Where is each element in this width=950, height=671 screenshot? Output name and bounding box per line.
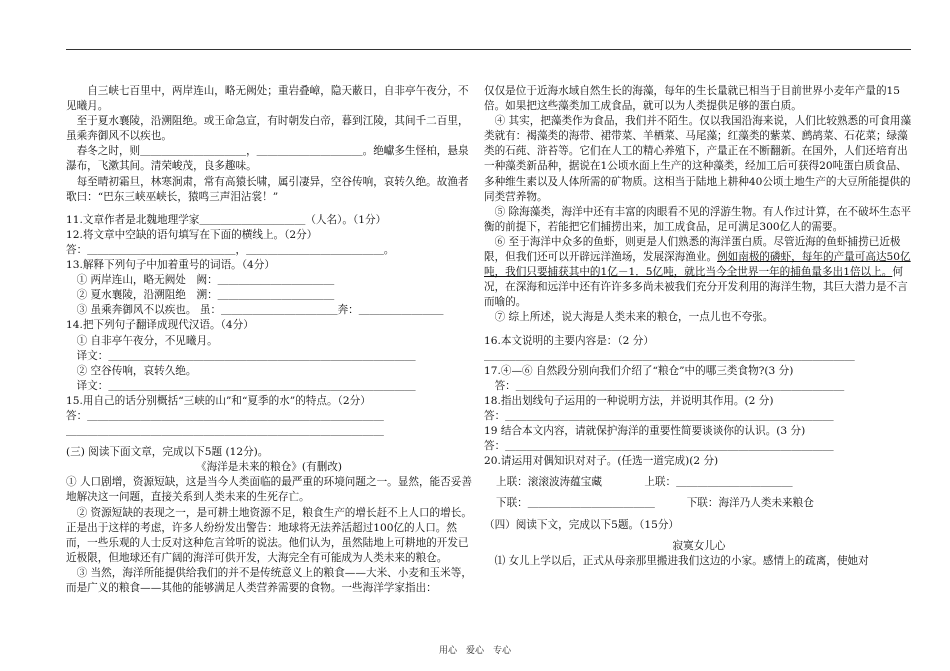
reading-paragraph-6-start: ⑥ 至于海洋中众多的鱼虾，则更是人们熟悉的海洋蛋白质。尽管近海的鱼虾捕捞已近极限，但我们还可以开辟远洋渔场，发展深海渔业。 — [484, 235, 901, 264]
spacer — [484, 326, 914, 334]
passage-paragraph-2: 至于夏水襄陵，沿溯阻绝。或王命急宣，有时朝发白帝，暮到江陵，其间千二百里，虽乘奔御风不以疾也。 — [66, 115, 469, 143]
reading-paragraph-7: ⑦ 综上所述，说大海是人类未来的粮仓，一点儿也不夸张。 — [494, 311, 774, 324]
question-14-item-2: ② 空谷传响，哀转久绝。 — [76, 364, 197, 377]
question-15-answer-line-2: ＿＿＿＿＿＿＿＿＿＿＿＿＿＿＿＿＿＿＿＿＿＿＿＿＿＿＿＿＿＿ — [66, 425, 384, 438]
reading-paragraph-6-end: 何况，在深海和远洋中还有许许多多尚未被我们充分开发利用的海洋生物，其巨大潜力是不言而喻的。 — [484, 266, 908, 309]
couplet-separator — [655, 496, 687, 511]
question-17: 17.④—⑥ 自然段分别向我们介绍了“粮仓”中的哪三类食物?(3 分) — [484, 364, 794, 377]
question-17-answer: 答：＿＿＿＿＿＿＿＿＿＿＿＿＿＿＿＿＿＿＿＿＿＿＿＿＿＿＿＿＿＿＿ — [494, 379, 845, 392]
question-13-item-3: ③ 虽乘奔御风不以疾也。 虽：＿＿＿＿＿＿＿＿＿＿＿奔：＿＿＿＿＿＿＿＿ — [76, 304, 444, 317]
reading-paragraph-5: ⑤ 除海藻类，海洋中还有丰富的肉眼看不见的浮游生物。有人作过计算，在不破坏生态平衡的前提下，若能把它们捕捞出来，加工成食品，足可满足300亿人的需要。 — [484, 205, 912, 233]
section-3-title: 《海洋是未来的粮仓》(有删改) — [196, 461, 342, 474]
left-column — [66, 84, 472, 596]
right-column — [484, 84, 914, 569]
underlined-sentence: 例如南极的磷虾，每年的产量可高达50亿吨，我们只要捕获其中的1亿－1．5亿吨，就比当今全世界一年的捕鱼量多出1倍以上。 — [484, 251, 911, 279]
couplet-1-first-line: 上联：滚滚波涛蕴宝藏 — [496, 476, 602, 489]
question-13: 13.解释下列句子中加着重号的词语。（4分） — [66, 259, 275, 272]
question-13-item-1: ① 两岸连山，略无阙处 阙：＿＿＿＿＿＿＿＿＿＿＿ — [76, 274, 335, 287]
section-4-title: 寂寞女儿心 — [672, 539, 726, 552]
couplet-separator — [602, 475, 644, 490]
question-12-answer: 答：＿＿＿＿＿＿＿＿＿＿＿＿＿＿，＿＿＿＿＿＿＿＿＿＿＿＿＿。 — [66, 243, 395, 256]
couplet-2-second-line: 下联：海洋乃人类未来粮仓 — [686, 497, 814, 510]
section-3-heading: (三) 阅读下面文章，完成以下5题 (12分)。 — [66, 446, 269, 459]
question-18-answer: 答：＿＿＿＿＿＿＿＿＿＿＿＿＿＿＿＿＿＿＿＿＿＿＿＿＿＿＿＿＿＿＿ — [484, 409, 834, 422]
couplet-1-second-line: 下联：＿＿＿＿＿＿＿＿＿＿＿＿ — [496, 497, 655, 510]
passage-paragraph-4: 每至晴初霜旦，林寒涧肃，常有高猿长啸，属引凄异，空谷传响，哀转久绝。故渔者歌曰：“巴东三峡巫峡长，猿鸣三声泪沾裳！” — [66, 175, 469, 203]
question-15-answer-line-1: 答：＿＿＿＿＿＿＿＿＿＿＿＿＿＿＿＿＿＿＿＿＿＿＿＿＿＿＿＿ — [66, 409, 384, 422]
question-16-answer: ＿＿＿＿＿＿＿＿＿＿＿＿＿＿＿＿＿＿＿＿＿＿＿＿＿＿＿＿＿＿＿＿＿＿＿ — [484, 349, 855, 362]
reading-paragraph-6 — [484, 235, 914, 310]
question-14-item-1-answer: 译文：＿＿＿＿＿＿＿＿＿＿＿＿＿＿＿＿＿＿＿＿＿＿＿＿＿＿＿＿＿ — [76, 349, 416, 362]
reading-paragraph-2: ② 资源短缺的表现之一，是可耕土地资源不足，粮食生产的增长赶不上人口的增长。正是出于这样的考虑，许多人纷纷发出警告：地球将无法养活超过100亿的人口。然而，一些乐观的人士反对这种危言耸听的说法。他们认为，虽然陆地上可耕地的开发已近极限，但地球还有广阔的海洋可供开发，大海完全有可能成为人类未来的粮仓。 — [66, 506, 472, 564]
page-footer: 用心 爱心 专心 — [438, 646, 511, 656]
question-16: 16.本文说明的主要内容是：（2 分） — [484, 334, 654, 347]
couplet-row-1 — [484, 475, 914, 490]
question-14-item-2-answer: 译文：＿＿＿＿＿＿＿＿＿＿＿＿＿＿＿＿＿＿＿＿＿＿＿＿＿＿＿＿＿ — [76, 379, 416, 392]
couplet-row-2 — [484, 496, 914, 511]
header-rule — [66, 49, 911, 50]
section-4-heading: （四）阅读下文，完成以下5题。（15分） — [484, 518, 680, 531]
question-14: 14.把下列句子翻译成现代汉语。（4分） — [66, 319, 254, 332]
question-19-answer: 答：＿＿＿＿＿＿＿＿＿＿＿＿＿＿＿＿＿＿＿＿＿＿＿＿＿＿＿＿＿＿＿ — [484, 440, 834, 453]
couplet-2-first-line: 上联：＿＿＿＿＿＿＿＿＿＿＿ — [644, 476, 793, 489]
reading-paragraph-1: ① 人口剧增，资源短缺，这是当今人类面临的最严重的环境问题之一。显然，能否妥善地解决这一问题，直接关系到人类未来的生死存亡。 — [66, 476, 472, 504]
reading-paragraph-4: ④ 其实，把藻类作为食品，我们并不陌生。仅以我国沿海来说，人们比较熟悉的可食用藻类就有：褐藻类的海带、裙带菜、羊栖菜、马尾藻；红藻类的紫菜、鹧鸪菜、石花菜；绿藻类的石莼、浒苔等。它们在人工的精心养殖下，产量正在不断翻新。在国外，人们还培育出一种藻类新品种，据说在1公顷水面上生产的这种藻类，经加工后可获得20吨蛋白质食品、多种维生素以及人体所需的矿物质。这相当于陆地上耕种40公顷土地生产的大豆所能提供的同类营养物。 — [484, 115, 912, 203]
question-14-item-1: ① 自非亭午夜分，不见曦月。 — [76, 334, 218, 347]
section-4-paragraph-1: ⑴ 女儿上学以后，正式从母亲那里搬进我们这边的小家。感情上的疏离，使她对 — [494, 554, 869, 567]
question-12: 12.将文章中空缺的语句填写在下面的横线上。（2分） — [66, 228, 318, 241]
spacer — [66, 205, 472, 213]
question-13-item-2: ② 夏水襄陵，沿溯阻绝 溯：＿＿＿＿＿＿＿＿＿＿＿ — [76, 289, 335, 302]
passage-paragraph-1: 自三峡七百里中，两岸连山，略无阙处；重岩叠嶂，隐天蔽日，自非亭午夜分，不见曦月。 — [66, 85, 469, 113]
reading-paragraph-3: ③ 当然，海洋所能提供给我们的并不是传统意义上的粮食——大米、小麦和玉米等，而是广义的粮食——其他的能够满足人类营养需要的食物。一些海洋学家指出： — [66, 566, 472, 594]
question-11: 11.文章作者是北魏地理学家＿＿＿＿＿＿＿＿＿＿（人名）。（1分） — [66, 213, 387, 226]
passage-paragraph-3: 春冬之时，则＿＿＿＿＿＿＿＿＿＿，＿＿＿＿＿＿＿＿＿＿。绝巘多生怪柏，悬泉瀑布，飞漱其间。清荣峻茂，良多趣味。 — [66, 145, 469, 173]
question-19: 19 结合本文内容，请就保护海洋的重要性简要谈谈你的认识。(3 分) — [484, 425, 806, 438]
question-15: 15.用自己的话分别概括“三峡的山”和“夏季的水”的特点。（2分） — [66, 394, 371, 407]
question-20: 20.请运用对偶知识对对子。(任选一道完成)(2 分) — [484, 455, 719, 468]
question-18: 18.指出划线句子运用的一种说明方法，并说明其作用。(2 分) — [484, 394, 774, 407]
reading-paragraph-3-continued: 仅仅是位于近海水域自然生长的海藻，每年的生长量就已相当于目前世界小麦年产量的15倍。如果把这些藻类加工成食品，就可以为人类提供足够的蛋白质。 — [484, 85, 901, 113]
